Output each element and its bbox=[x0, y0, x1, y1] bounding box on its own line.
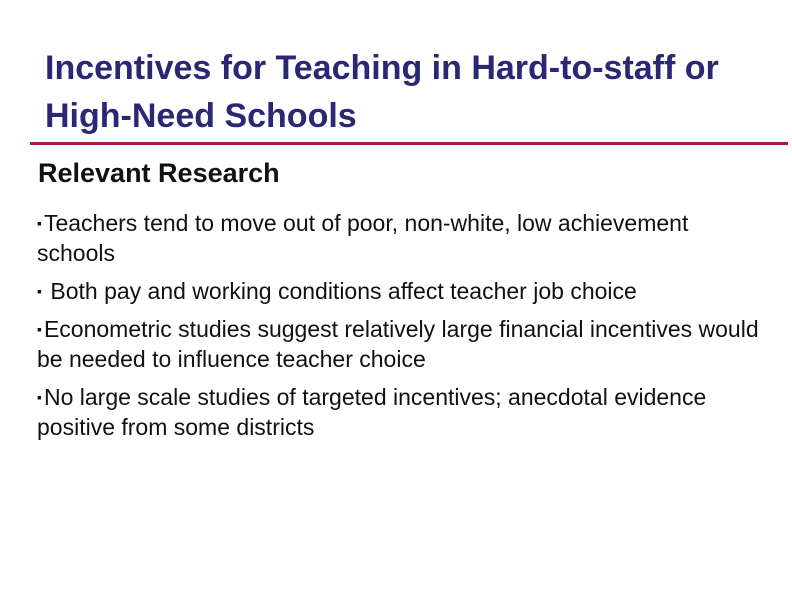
bullet-item bbox=[37, 382, 767, 442]
bullet-marker-icon: ▪ bbox=[37, 283, 42, 299]
bullet-marker-icon: ▪ bbox=[37, 389, 42, 405]
bullet-text: Econometric studies suggest relatively large financial incentives would be needed to influence teacher choice bbox=[37, 316, 759, 372]
slide-subtitle: Relevant Research bbox=[38, 158, 280, 188]
bullet-item bbox=[37, 208, 767, 268]
bullet-item bbox=[37, 276, 767, 306]
bullet-text: Teachers tend to move out of poor, non-white, low achievement schools bbox=[37, 210, 689, 266]
bullet-marker-icon: ▪ bbox=[37, 215, 42, 231]
bullet-text: No large scale studies of targeted incentives; anecdotal evidence positive from some districts bbox=[37, 384, 707, 440]
bullet-item bbox=[37, 314, 767, 374]
bullet-text: Both pay and working conditions affect teacher job choice bbox=[43, 278, 637, 304]
bullet-marker-icon: ▪ bbox=[37, 321, 42, 337]
title-divider bbox=[30, 142, 788, 145]
bullet-list bbox=[37, 208, 767, 450]
slide-title: Incentives for Teaching in Hard-to-staff or High-Need Schools bbox=[45, 49, 719, 135]
